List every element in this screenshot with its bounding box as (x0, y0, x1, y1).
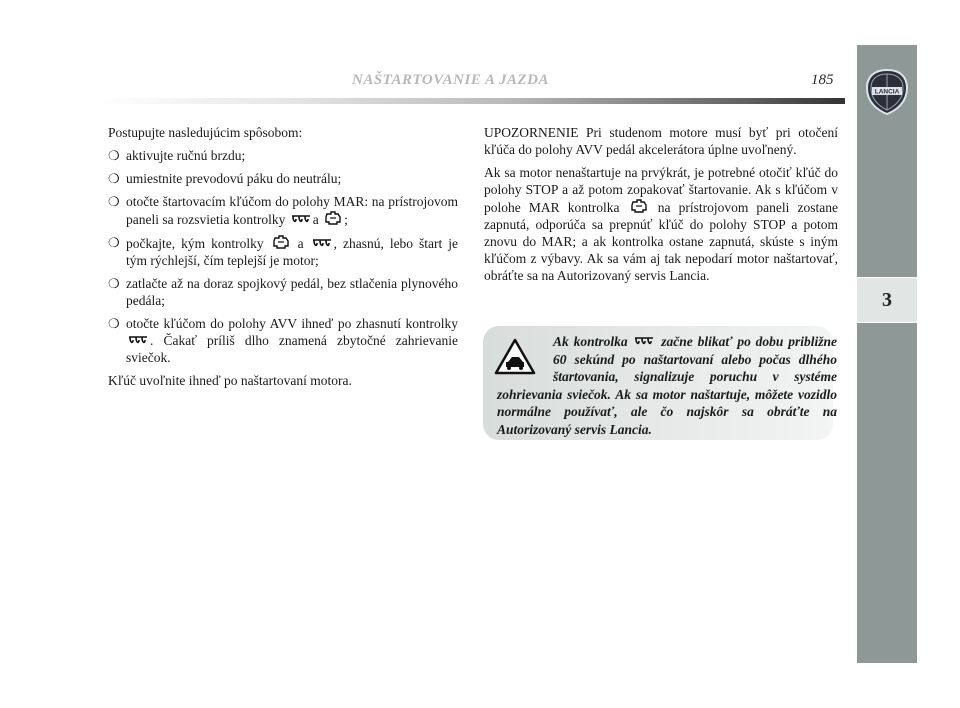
step-text: počkajte, kým kontrolky (126, 236, 264, 251)
step-text: a (297, 236, 304, 251)
step-text: . Čakať príliš dlho znamená zbytočné zahrievanie sviečok. (126, 333, 458, 365)
step-text: zatlačte až na doraz spojkový pedál, bez stlačenia plynového pedála; (126, 276, 458, 308)
glow-plug-icon (291, 214, 311, 226)
paragraph-text: Ak sa motor nenaštartuje na prvýkrát, je potrebné otočiť kľúč do polohy STOP a až potom zopakovať štartovanie. Ak s kľúčom v polohe MAR kontrolka (484, 165, 838, 215)
chapter-side-tab (857, 45, 917, 663)
steps-list (108, 147, 458, 366)
list-item (108, 170, 458, 187)
chapter-number: 3 (857, 277, 917, 323)
list-item (108, 193, 458, 228)
step-text: otočte kľúčom do polohy AVV ihneď po zhasnutí kontrolky (126, 316, 458, 331)
step-text: a (312, 212, 319, 227)
engine-fault-icon (630, 198, 648, 214)
lancia-shield-icon (864, 68, 910, 116)
bullet: ❍ (108, 235, 120, 250)
closing-text: Kľúč uvoľnite ihneď po naštartovaní motora. (108, 373, 352, 388)
logo-text: LANCIA (874, 88, 900, 96)
list-item (108, 147, 458, 164)
warning-text-part: začne blikať po dobu približne 60 sekúnd po naštartovaní alebo počas dlhého štartovania, signalizuje poruchu v systéme zohrievania sviečok. Ak sa motor naštartuje, môžete vozidlo normálne používať, ale čo najskôr sa obráťte na Autorizovaný servis Lancia. (497, 334, 837, 437)
right-column (484, 124, 838, 290)
step-text: otočte štartovacím kľúčom do polohy MAR: na prístrojovom paneli sa rozsvietia kontrolky (126, 194, 458, 227)
glow-plug-icon (312, 238, 332, 250)
warning-text-part: Ak kontrolka (553, 334, 628, 349)
header-divider (100, 98, 845, 104)
bullet: ❍ (108, 276, 120, 291)
glow-plug-icon (634, 336, 654, 348)
glow-plug-icon (128, 335, 148, 347)
intro-text: Postupujte nasledujúcim spôsobom: (108, 125, 303, 140)
icon-spacer (497, 333, 553, 385)
step-text: , zhasnú, lebo štart je tým rýchlejší, čím teplejší je motor; (126, 236, 459, 268)
step-text: aktivujte ručnú brzdu; (126, 148, 246, 163)
lancia-logo (857, 62, 917, 122)
engine-fault-icon (272, 234, 290, 250)
step-text: ; (344, 212, 348, 227)
left-column (108, 124, 458, 395)
engine-fault-icon (324, 210, 342, 226)
paragraph-text: na prístrojovom paneli zostane zapnutá, odporúča sa prepnúť kľúč do polohy STOP a potom znovu do MAR; a ak kontrolka ostane zapnutá, skúste s iným kľúčom z výbavy. Ak sa vám aj tak nepodarí motor naštartovať, obráťte sa na Autorizovaný servis Lancia. (484, 200, 839, 283)
list-item (108, 234, 458, 269)
bullet: ❍ (108, 171, 120, 186)
bullet: ❍ (108, 194, 120, 209)
list-item (108, 275, 458, 309)
step-text: umiestnite prevodovú páku do neutrálu; (126, 171, 342, 186)
notice-text: UPOZORNENIE Pri studenom motore musí byť pri otočení kľúča do polohy AVV pedál akcelerátora úplne uvoľnený. (484, 125, 838, 157)
warning-text (483, 333, 837, 438)
page-title: NAŠTARTOVANIE A JAZDA (352, 72, 549, 88)
bullet: ❍ (108, 316, 120, 331)
page-number: 185 (811, 72, 834, 88)
list-item (108, 315, 458, 366)
restart-paragraph (484, 164, 838, 284)
bullet: ❍ (108, 148, 120, 163)
